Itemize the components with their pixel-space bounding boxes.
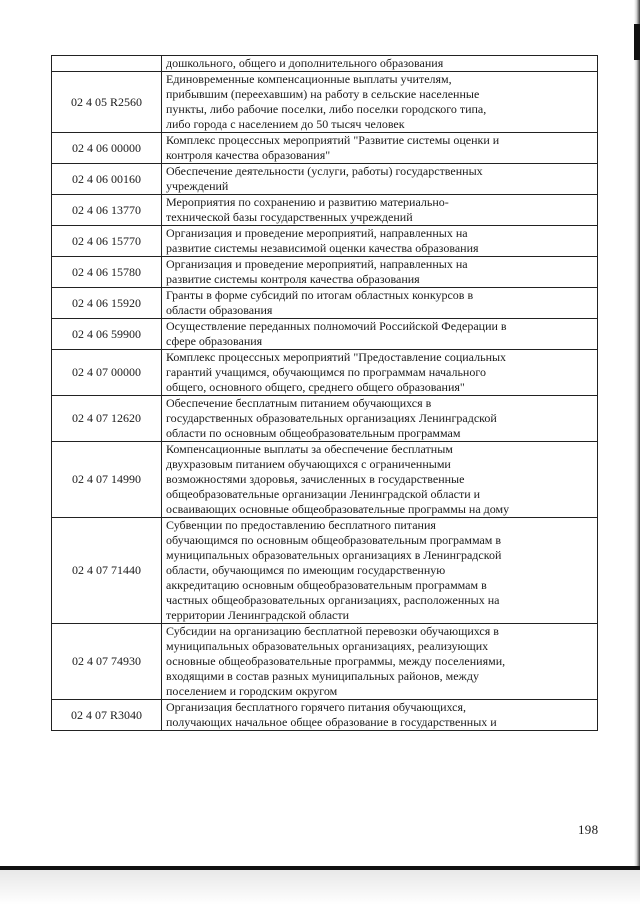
row-code-cell: 02 4 06 15920	[52, 288, 162, 319]
row-code-cell: 02 4 07 71440	[52, 518, 162, 624]
description-line: частных общеобразовательных организациях, расположенных на	[166, 593, 500, 607]
row-description-cell	[162, 195, 598, 226]
page-edge-shadow	[634, 0, 640, 905]
row-description-cell	[162, 396, 598, 442]
description-line: Комплекс процессных мероприятий "Развитие системы оценки и	[166, 133, 500, 147]
row-code-cell: 02 4 06 15780	[52, 257, 162, 288]
row-code-cell: 02 4 06 15770	[52, 226, 162, 257]
description-line: двухразовым питанием обучающихся с ограниченными	[166, 457, 451, 471]
description-line: Организация бесплатного горячего питания обучающихся,	[166, 700, 466, 714]
description-line: осваивающих основные общеобразовательные программы на дому	[166, 502, 510, 516]
page-number: 198	[578, 822, 599, 837]
row-description-cell	[162, 288, 598, 319]
row-code-cell	[52, 56, 162, 72]
row-description-cell	[162, 56, 598, 72]
table-row	[52, 56, 598, 72]
description-line: учреждений	[166, 179, 229, 193]
description-line: Мероприятия по сохранению и развитию материально-	[166, 195, 449, 209]
table-row	[52, 72, 598, 133]
row-code-cell: 02 4 06 00160	[52, 164, 162, 195]
description-line: входящими в состав разных муниципальных районов, между	[166, 669, 479, 683]
description-line: общего, основного общего, среднего общего образования"	[166, 380, 465, 394]
description-line: общеобразовательные организации Ленинградской области и	[166, 487, 481, 501]
description-line: контроля качества образования"	[166, 148, 331, 162]
description-line: возможностями здоровья, зачисленных в государственные	[166, 472, 465, 486]
description-line: либо города с населением до 50 тысяч человек	[166, 117, 405, 131]
table-row	[52, 396, 598, 442]
description-line: Организация и проведение мероприятий, направленных на	[166, 226, 468, 240]
description-line: технической базы государственных учреждений	[166, 210, 413, 224]
description-line: области по основным общеобразовательным программам	[166, 426, 461, 440]
table-row	[52, 164, 598, 195]
row-code-cell: 02 4 06 00000	[52, 133, 162, 164]
budget-classification-table	[51, 55, 598, 731]
description-line: сфере образования	[166, 334, 263, 348]
description-line: Единовременные компенсационные выплаты учителям,	[166, 72, 452, 86]
table-body	[52, 56, 598, 731]
row-description-cell	[162, 700, 598, 731]
row-code-cell: 02 4 07 12620	[52, 396, 162, 442]
table-row	[52, 518, 598, 624]
description-line: развитие системы контроля качества образования	[166, 272, 420, 286]
row-code-cell: 02 4 07 00000	[52, 350, 162, 396]
description-line: дошкольного, общего и дополнительного образования	[166, 56, 444, 70]
row-description-cell	[162, 133, 598, 164]
table-row	[52, 288, 598, 319]
table-row	[52, 442, 598, 518]
description-line: Комплекс процессных мероприятий "Предоставление социальных	[166, 350, 507, 364]
description-line: получающих начальное общее образование в государственных и	[166, 715, 497, 729]
description-line: Организация и проведение мероприятий, направленных на	[166, 257, 468, 271]
description-line: Субвенции по предоставлению бесплатного питания	[166, 518, 436, 532]
description-line: основные общеобразовательные программы, между поселениями,	[166, 654, 506, 668]
row-description-cell	[162, 624, 598, 700]
description-line: территории Ленинградской области	[166, 608, 350, 622]
table-row	[52, 195, 598, 226]
description-line: развитие системы независимой оценки качества образования	[166, 241, 479, 255]
row-description-cell	[162, 257, 598, 288]
description-line: области образования	[166, 303, 273, 317]
table-row	[52, 319, 598, 350]
description-line: области, обучающимся по имеющим государственную	[166, 563, 446, 577]
description-line: Гранты в форме субсидий по итогам областных конкурсов в	[166, 288, 474, 302]
row-description-cell	[162, 164, 598, 195]
scan-edge-mark	[634, 24, 640, 60]
row-description-cell	[162, 319, 598, 350]
description-line: Обеспечение деятельности (услуги, работы) государственных	[166, 164, 483, 178]
row-code-cell: 02 4 07 R3040	[52, 700, 162, 731]
table-row	[52, 133, 598, 164]
row-code-cell: 02 4 05 R2560	[52, 72, 162, 133]
row-description-cell	[162, 442, 598, 518]
description-line: Осуществление переданных полномочий Российской Федерации в	[166, 319, 507, 333]
description-line: Обеспечение бесплатным питанием обучающихся в	[166, 396, 432, 410]
description-line: пункты, либо рабочие поселки, либо поселки городского типа,	[166, 102, 487, 116]
row-code-cell: 02 4 07 74930	[52, 624, 162, 700]
description-line: Компенсационные выплаты за обеспечение бесплатным	[166, 442, 453, 456]
table-row	[52, 624, 598, 700]
row-code-cell: 02 4 06 59900	[52, 319, 162, 350]
row-code-cell: 02 4 07 14990	[52, 442, 162, 518]
row-code-cell: 02 4 06 13770	[52, 195, 162, 226]
table-row	[52, 257, 598, 288]
table-row	[52, 700, 598, 731]
description-line: муниципальных образовательных организациях в Ленинградской	[166, 548, 502, 562]
description-line: муниципальных образовательных организациях, реализующих	[166, 639, 489, 653]
description-line: обучающимся по основным общеобразовательным программам в	[166, 533, 502, 547]
description-line: поселением и городским округом	[166, 684, 338, 698]
description-line: Субсидии на организацию бесплатной перевозки обучающихся в	[166, 624, 499, 638]
row-description-cell	[162, 226, 598, 257]
row-description-cell	[162, 350, 598, 396]
description-line: государственных образовательных организациях Ленинградской	[166, 411, 497, 425]
table-row	[52, 226, 598, 257]
description-line: аккредитацию основным общеобразовательным программам в	[166, 578, 487, 592]
table-row	[52, 350, 598, 396]
row-description-cell	[162, 72, 598, 133]
row-description-cell	[162, 518, 598, 624]
description-line: прибывшим (переехавшим) на работу в сельские населенные	[166, 87, 480, 101]
scan-bottom-band	[0, 870, 640, 905]
description-line: гарантий учащимся, обучающимся по программам начального	[166, 365, 486, 379]
